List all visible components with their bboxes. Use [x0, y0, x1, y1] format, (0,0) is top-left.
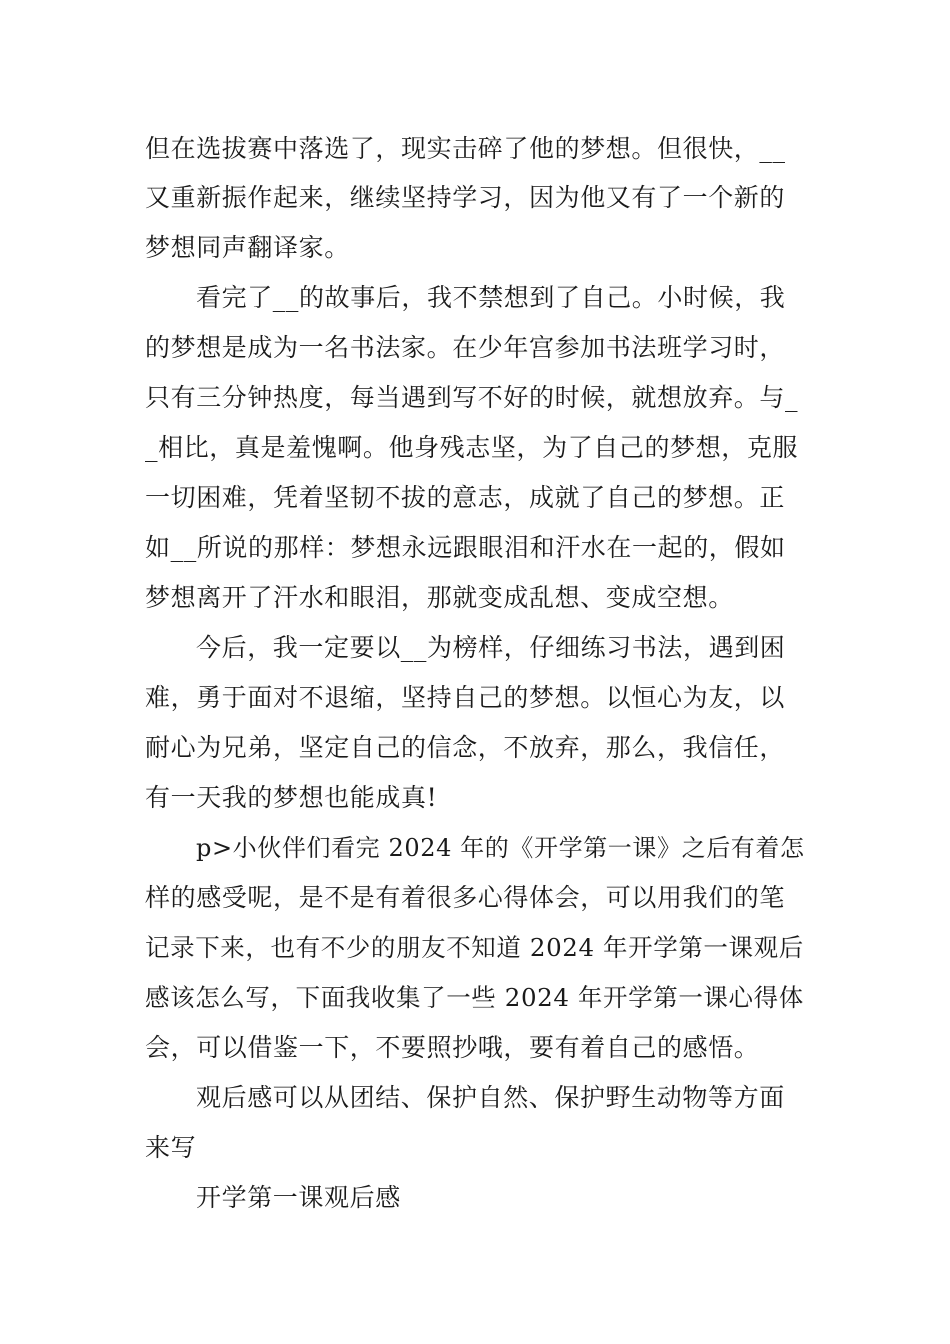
text-line: 的梦想是成为一名书法家。在少年宫参加书法班学习时，: [145, 333, 786, 362]
text-line: _相比，真是羞愧啊。他身残志坚，为了自己的梦想，克服: [145, 433, 799, 462]
text-line: 感该怎么写，下面我收集了一些 2024 年开学第一课心得体: [145, 983, 804, 1012]
text-line: 又重新振作起来，继续坚持学习，因为他又有了一个新的: [145, 183, 786, 212]
text-line: 只有三分钟热度，每当遇到写不好的时候，就想放弃。与_: [145, 383, 799, 412]
text-line: 看完了__的故事后，我不禁想到了自己。小时候，我: [196, 283, 786, 312]
text-line: 耐心为兄弟，坚定自己的信念，不放弃，那么，我信任，: [145, 733, 786, 762]
text-line: 一切困难，凭着坚韧不拔的意志，成就了自己的梦想。正: [145, 483, 786, 512]
text-line: 有一天我的梦想也能成真!: [145, 783, 438, 812]
section-heading: 开学第一课观后感: [196, 1183, 401, 1212]
text-line: p>小伙伴们看完 2024 年的《开学第一课》之后有着怎: [196, 834, 805, 862]
text-line: 记录下来，也有不少的朋友不知道 2024 年开学第一课观后: [145, 933, 804, 962]
text-line: 今后，我一定要以__为榜样，仔细练习书法，遇到困: [196, 633, 786, 662]
text-line: 梦想离开了汗水和眼泪，那就变成乱想、变成空想。: [145, 583, 734, 612]
text-line: 会，可以借鉴一下，不要照抄哦，要有着自己的感悟。: [145, 1033, 760, 1062]
text-line: 但在选拔赛中落选了，现实击碎了他的梦想。但很快，__: [145, 134, 786, 163]
text-line: 梦想同声翻译家。: [145, 233, 350, 262]
text-line: 如__所说的那样：梦想永远跟眼泪和汗水在一起的，假如: [145, 533, 786, 562]
text-line: 来写: [145, 1133, 197, 1162]
text-line: 观后感可以从团结、保护自然、保护野生动物等方面: [196, 1083, 785, 1112]
text-line: 难，勇于面对不退缩，坚持自己的梦想。以恒心为友，以: [145, 683, 786, 712]
text-line: 样的感受呢，是不是有着很多心得体会，可以用我们的笔: [145, 883, 786, 912]
